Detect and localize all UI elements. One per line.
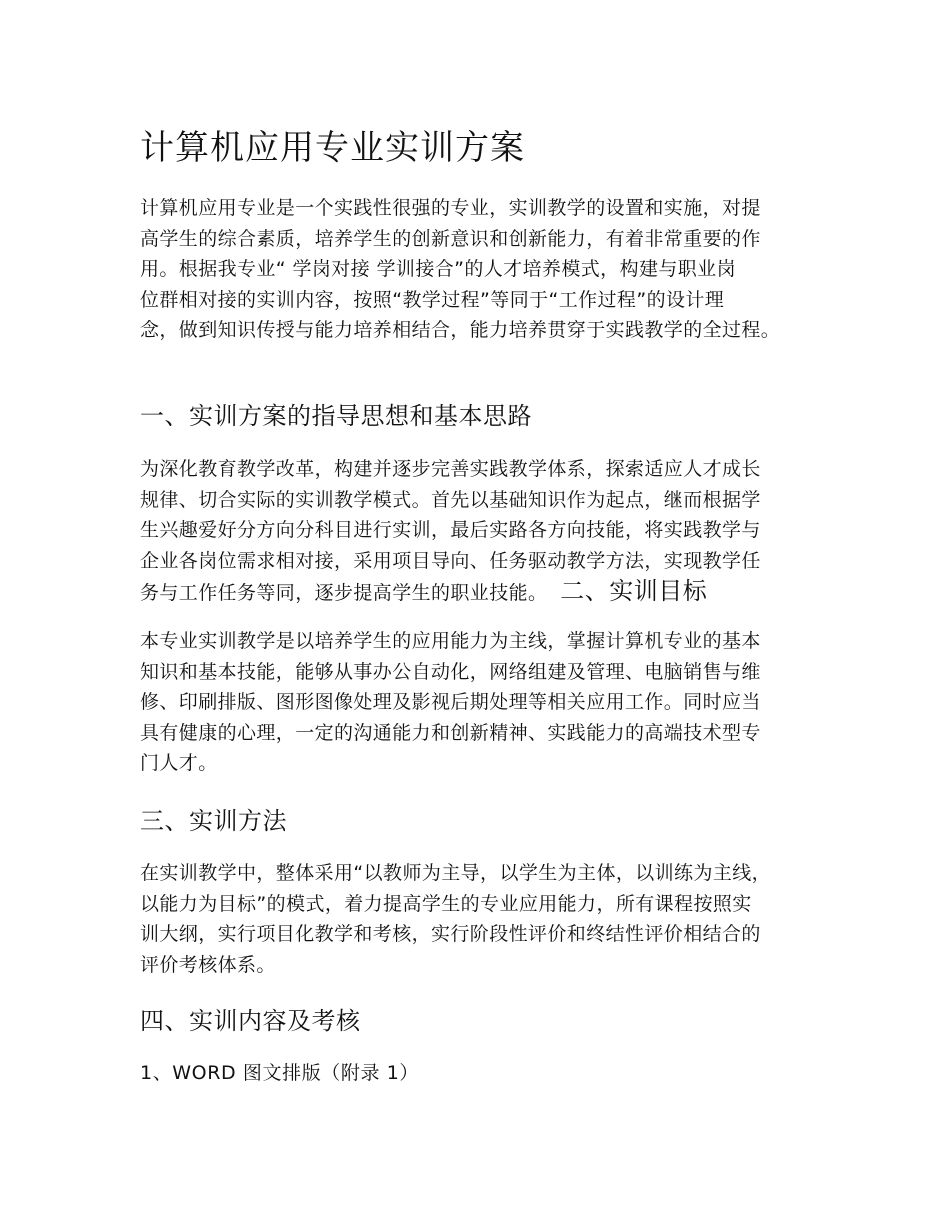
document-title: 计算机应用专业实训方案 xyxy=(140,128,525,168)
paragraph-line: 训大纲，实行项目化教学和考核，实行阶段性评价和终结性评价相结合的 xyxy=(140,923,761,945)
paragraph-line: 企业各岗位需求相对接，采用项目导向、任务驱动教学方法，实现教学任 xyxy=(140,549,761,572)
paragraph-line: 为深化教育教学改革，构建并逐步完善实践教学体系，探索适应人才成长 xyxy=(140,458,761,480)
section-3-paragraph xyxy=(140,858,771,980)
paragraph-line: 修、印刷排版、图形图像处理及影视后期处理等相关应用工作。同时应当 xyxy=(140,691,761,713)
paragraph-line: 位群相对接的实训内容，按照“教学过程”等同于“工作过程”的设计理 xyxy=(140,288,725,311)
paragraph-line: 知识和基本技能，能够从事办公自动化，网络组建及管理、电脑销售与维 xyxy=(140,660,761,683)
paragraph-line: 以能力为目标”的模式，着力提高学生的专业应用能力，所有课程按照实 xyxy=(140,892,752,915)
section-4-heading: 四、实训内容及考核 xyxy=(140,1007,361,1035)
paragraph-line: 在实训教学中，整体采用“以教师为主导，以学生为主体，以训练为主线， xyxy=(140,862,772,884)
paragraph-line: 高学生的综合素质，培养学生的创新意识和创新能力，有着非常重要的作 xyxy=(140,227,761,250)
paragraph-line: 评价考核体系。 xyxy=(140,953,276,976)
section-3-heading: 三、实训方法 xyxy=(140,807,287,835)
section-2-heading: 二、实训目标 xyxy=(560,577,708,605)
section-1-heading: 一、实训方案的指导思想和基本思路 xyxy=(140,402,532,430)
document-page xyxy=(140,0,830,1230)
paragraph-line: 具有健康的心理，一定的沟通能力和创新精神、实践能力的高端技术型专 xyxy=(140,721,761,744)
paragraph-line: 念，做到知识传授与能力培养相结合，能力培养贯穿于实践教学的全过程。 xyxy=(140,319,781,341)
paragraph-line: 生兴趣爱好分方向分科目进行实训，最后实路各方向技能，将实践教学与 xyxy=(140,519,761,541)
paragraph-line: 计算机应用专业是一个实践性很强的专业，实训教学的设置和实施，对提 xyxy=(140,197,761,219)
intro-paragraph xyxy=(140,193,780,346)
paragraph-line: 门人才。 xyxy=(140,752,218,774)
paragraph-line-text: 务与工作任务等同，逐步提高学生的职业技能。 xyxy=(140,582,548,604)
section-4-item-1: 1、WORD 图文排版（附录 1） xyxy=(140,1062,420,1084)
paragraph-line: 规律、切合实际的实训教学模式。首先以基础知识作为起点，继而根据学 xyxy=(140,488,761,511)
paragraph-line: 本专业实训教学是以培养学生的应用能力为主线，掌握计算机专业的基本 xyxy=(140,630,761,652)
paragraph-line xyxy=(140,576,761,609)
paragraph-line: 用。根据我专业“ 学岗对接 学训接合”的人才培养模式，构建与职业岗 xyxy=(140,258,736,280)
section-2-paragraph xyxy=(140,626,761,779)
section-1-paragraph xyxy=(140,454,761,609)
